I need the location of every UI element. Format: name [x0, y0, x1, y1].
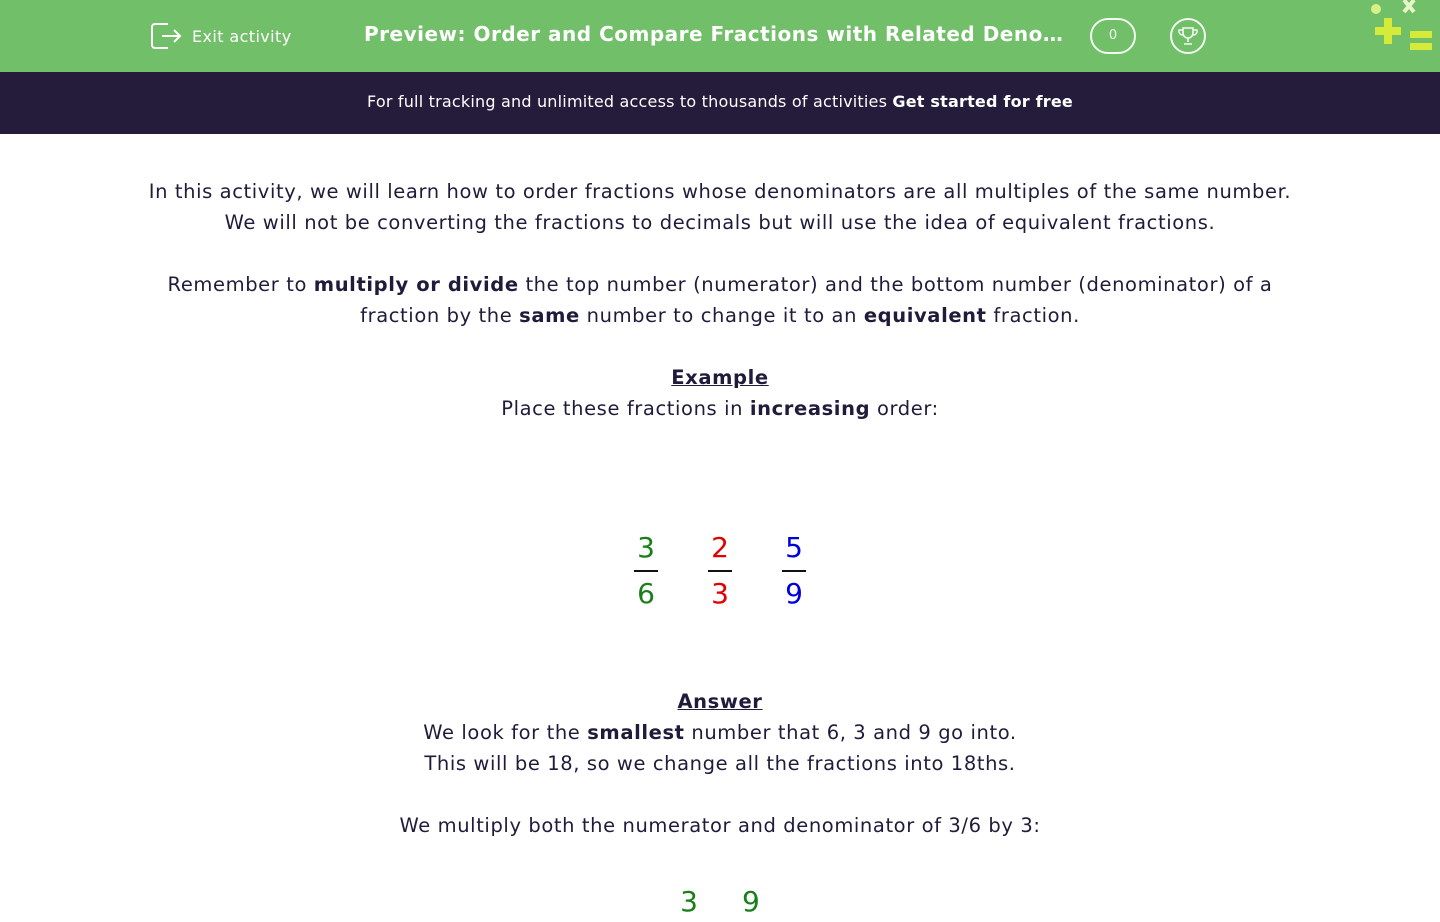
- fraction: [680, 882, 698, 922]
- example-prompt: Place these fractions in increasing order:: [501, 397, 939, 420]
- numerator: 3: [680, 885, 698, 918]
- get-started-link[interactable]: Get started for free: [892, 92, 1073, 111]
- fraction-bar: [782, 570, 806, 572]
- answer-line-3: We multiply both the numerator and denominator of 3/6 by 3:: [399, 814, 1041, 837]
- intro-line-2: We will not be converting the fractions to decimals but will use the idea of equivalent fractions.: [224, 211, 1216, 234]
- denominator: 3: [711, 577, 729, 610]
- activity-content: [140, 176, 1300, 424]
- answer-heading: Answer: [677, 690, 763, 713]
- answer-content: [140, 686, 1300, 841]
- answer-line-2: This will be 18, so we change all the fractions into 18ths.: [424, 752, 1016, 775]
- example-heading: Example: [671, 366, 769, 389]
- exit-activity-label: Exit activity: [192, 26, 292, 46]
- fraction-bar: [634, 570, 658, 572]
- exit-activity-button[interactable]: [150, 21, 292, 51]
- numerator: 3: [637, 531, 655, 564]
- brand-logo: [1366, 0, 1440, 60]
- signup-banner: [0, 72, 1440, 134]
- trophy-icon: [1177, 25, 1199, 47]
- answer-line-1: We look for the smallest number that 6, 3 and 9 go into.: [423, 721, 1017, 744]
- fraction: [708, 528, 732, 614]
- fraction: [742, 882, 760, 922]
- trophy-button[interactable]: [1170, 18, 1206, 54]
- activity-title: Preview: Order and Compare Fractions with Related Deno…: [364, 22, 1064, 46]
- denominator: 9: [785, 577, 803, 610]
- exit-icon: [150, 21, 182, 51]
- top-bar: [0, 0, 1440, 72]
- numerator: 2: [711, 531, 729, 564]
- fraction: [782, 528, 806, 614]
- example-fractions: [0, 528, 1440, 614]
- fraction: [634, 528, 658, 614]
- answer-fractions-partial: [0, 882, 1440, 922]
- banner-text: For full tracking and unlimited access to thousands of activities: [367, 92, 888, 111]
- remember-paragraph: Remember to multiply or divide the top number (numerator) and the bottom number (denominator) of a fraction by the same number to change it to an equivalent fraction.: [167, 273, 1273, 327]
- intro-line-1: In this activity, we will learn how to order fractions whose denominators are all multiples of the same number.: [148, 180, 1292, 203]
- fraction-bar: [708, 570, 732, 572]
- numerator: 9: [742, 885, 760, 918]
- score-badge: 0: [1090, 18, 1136, 54]
- denominator: 6: [637, 577, 655, 610]
- numerator: 5: [785, 531, 803, 564]
